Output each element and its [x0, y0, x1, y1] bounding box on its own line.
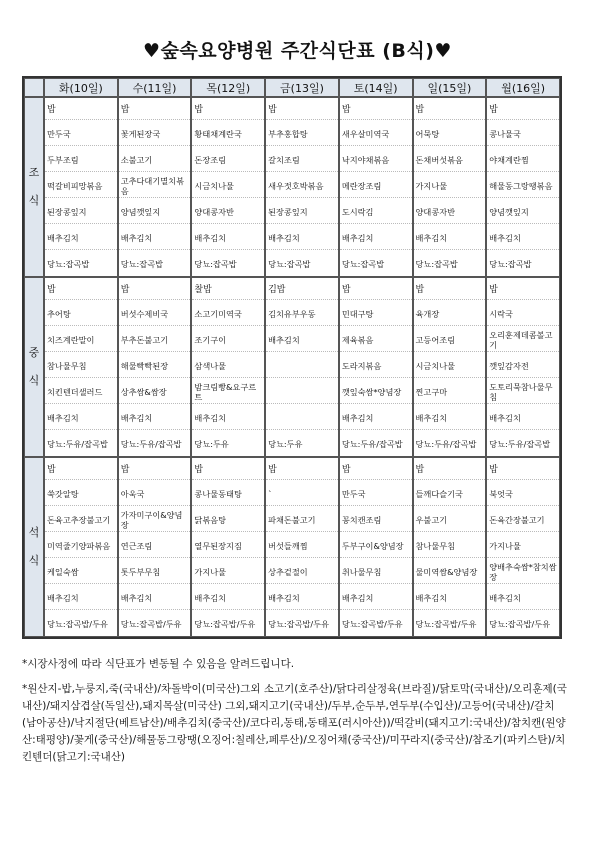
menu-item: 당뇨:잡곡밥/두유: [341, 619, 403, 629]
menu-item: 돈육간장불고기: [487, 506, 559, 532]
menu-item: 당뇨:잡곡밥: [120, 259, 164, 269]
menu-item: 취나물무침: [340, 558, 412, 584]
menu-item: 배추김치: [487, 404, 559, 430]
menu-item: 갈치조림: [266, 146, 338, 172]
day-header: 수(11일): [118, 78, 192, 97]
menu-item: 양념깻잎지: [487, 198, 559, 224]
menu-item: 배추김치: [45, 404, 117, 430]
day-menu-cell: [339, 97, 413, 277]
day-menu-cell: [118, 457, 192, 637]
menu-item: 상추쌈&쌈장: [119, 378, 191, 404]
day-menu-cell: [118, 97, 192, 277]
menu-item: 밥: [487, 458, 559, 480]
day-menu-cell: [191, 97, 265, 277]
menu-item: 꽁치캔조림: [340, 506, 412, 532]
day-menu-cell: [44, 277, 118, 457]
menu-item: 우불고기: [414, 506, 486, 532]
day-menu-cell: [339, 457, 413, 637]
menu-item: 양념깻잎지: [119, 198, 191, 224]
menu-item: 된장콩잎지: [45, 198, 117, 224]
menu-body: [24, 97, 560, 637]
menu-item: 상추겉절이: [266, 558, 338, 584]
menu-item: 시락국: [487, 300, 559, 326]
menu-item: 돈장조림: [192, 146, 264, 172]
menu-item: 황태채계란국: [192, 120, 264, 146]
day-menu-cell: [265, 277, 339, 457]
menu-item: 고추다대기멸치볶음: [119, 172, 191, 198]
meal-label-char: 석: [28, 526, 40, 539]
menu-item: 해물빡빡된장: [119, 352, 191, 378]
menu-item: 깻잎감자전: [487, 352, 559, 378]
day-header: 일(15일): [413, 78, 487, 97]
menu-item: 콩나물동태탕: [192, 480, 264, 506]
menu-item: 오리훈제데콤볼고기: [487, 326, 559, 352]
menu-item: 밥: [119, 278, 191, 300]
day-menu-cell: [339, 277, 413, 457]
notes-section: [22, 656, 567, 774]
menu-item: 물미역쌈&양념장: [414, 558, 486, 584]
menu-item: `: [266, 480, 338, 506]
menu-item: 밥: [340, 98, 412, 120]
menu-item: 열무된장지짐: [192, 532, 264, 558]
meal-label: [24, 277, 44, 457]
menu-item: 도라지볶음: [340, 352, 412, 378]
menu-item: 만두국: [45, 120, 117, 146]
menu-item: 새우살미역국: [340, 120, 412, 146]
menu-item: 당뇨:잡곡밥/두유: [47, 619, 108, 629]
menu-item: 어묵탕: [414, 120, 486, 146]
menu-item: [266, 378, 338, 404]
menu-item: 미역줄기양파볶음: [45, 532, 117, 558]
menu-item: 시금치나물: [414, 352, 486, 378]
menu-item: 배추김치: [414, 224, 486, 250]
menu-item: 당뇨:두유: [194, 439, 229, 449]
menu-item: 당뇨:잡곡밥: [194, 259, 237, 269]
menu-item: 육개장: [414, 300, 486, 326]
day-header: 목(12일): [191, 78, 265, 97]
menu-item: 부추돈불고기: [119, 326, 191, 352]
menu-item: 버섯수제비국: [119, 300, 191, 326]
menu-item: 북엇국: [487, 480, 559, 506]
menu-item: 소불고기: [119, 146, 191, 172]
day-menu-cell: [191, 457, 265, 637]
meal-row: [24, 97, 560, 277]
menu-item: 조기구이: [192, 326, 264, 352]
menu-item: 밥: [487, 98, 559, 120]
menu-item: 치킨텐더샐러드: [45, 378, 117, 404]
menu-item: 꽃게된장국: [119, 120, 191, 146]
menu-item: 당뇨:두유/잡곡밥: [415, 439, 477, 449]
menu-item: 밥: [414, 458, 486, 480]
menu-item: 가자미구이&양념장: [119, 506, 191, 532]
menu-item: 배추김치: [119, 224, 191, 250]
menu-item: 당뇨:두유/잡곡밥: [489, 439, 551, 449]
menu-item: 배추김치: [340, 584, 412, 610]
menu-item: 메란장조림: [340, 172, 412, 198]
menu-item: 참나물무침: [414, 532, 486, 558]
meal-row: [24, 277, 560, 457]
menu-item: 김밥: [266, 278, 338, 300]
day-menu-cell: [265, 97, 339, 277]
menu-item: 배추김치: [266, 326, 338, 352]
day-menu-cell: [191, 277, 265, 457]
menu-item: 당뇨:두유: [268, 439, 303, 449]
menu-item: 당뇨:두유/잡곡밥: [120, 439, 182, 449]
menu-item: 소고기미역국: [192, 300, 264, 326]
menu-item: 밥: [340, 278, 412, 300]
menu-item: 밥: [414, 278, 486, 300]
menu-item: 밥: [45, 98, 117, 120]
menu-item: 도시락김: [340, 198, 412, 224]
day-menu-cell: [265, 457, 339, 637]
menu-item: 양대콩자반: [192, 198, 264, 224]
menu-item: 민대구탕: [340, 300, 412, 326]
menu-item: 야채계란찜: [487, 146, 559, 172]
menu-item: 밤크림빵&요구르트: [192, 378, 264, 404]
menu-item: 김치유부우동: [266, 300, 338, 326]
menu-item: 깻잎숙쌈*양념장: [340, 378, 412, 404]
menu-item: 배추김치: [119, 404, 191, 430]
menu-item: 당뇨:잡곡밥: [341, 259, 385, 269]
menu-item: 배추김치: [414, 584, 486, 610]
menu-item: [266, 352, 338, 378]
menu-item: 밥: [192, 98, 264, 120]
menu-item: 버섯들깨찜: [266, 532, 338, 558]
menu-item: 부추홍합탕: [266, 120, 338, 146]
menu-item: 당뇨:잡곡밥: [47, 259, 90, 269]
menu-item: 밥: [414, 98, 486, 120]
menu-item: 배추김치: [487, 584, 559, 610]
menu-item: 당뇨:잡곡밥/두유: [194, 619, 256, 629]
menu-item: 된장콩잎지: [266, 198, 338, 224]
menu-item: 당뇨:잡곡밥/두유: [489, 619, 551, 629]
menu-item: 당뇨:두유/잡곡밥: [341, 439, 403, 449]
day-menu-cell: [118, 277, 192, 457]
menu-item: 밥: [119, 458, 191, 480]
header-corner: [24, 78, 44, 97]
menu-item: 당뇨:잡곡밥/두유: [120, 619, 182, 629]
menu-item: 양대콩자반: [414, 198, 486, 224]
menu-item: 두부구이&양념장: [340, 532, 412, 558]
weekly-menu-table: [22, 76, 562, 639]
menu-item: 당뇨:잡곡밥: [489, 259, 532, 269]
day-menu-cell: [44, 457, 118, 637]
meal-label: [24, 97, 44, 277]
menu-item: 가지나물: [487, 532, 559, 558]
meal-label-char: 조: [28, 166, 40, 179]
menu-item: 낙지야채볶음: [340, 146, 412, 172]
notice-text: *시장사정에 따라 식단표가 변동될 수 있음을 알려드립니다.: [22, 658, 295, 670]
day-header-row: [24, 78, 560, 97]
menu-item: 참나물무침: [45, 352, 117, 378]
meal-label-char: 중: [28, 346, 40, 359]
menu-item: 연근조림: [119, 532, 191, 558]
menu-item: 고등어조림: [414, 326, 486, 352]
menu-item: 당뇨:잡곡밥/두유: [415, 619, 477, 629]
menu-item: 배추김치: [119, 584, 191, 610]
menu-item: 배추김치: [45, 584, 117, 610]
menu-item: 배추김치: [45, 224, 117, 250]
menu-item: 배추김치: [340, 404, 412, 430]
menu-item: 추어탕: [45, 300, 117, 326]
menu-item: 밥: [119, 98, 191, 120]
menu-item: 배추김치: [192, 404, 264, 430]
menu-item: 제육볶음: [340, 326, 412, 352]
menu-item: 밥: [45, 458, 117, 480]
meal-label-char: 식: [28, 554, 40, 567]
origin-text: *원산지-밥,누룽지,죽(국내산)/차돌박이(미국산)그외 소고기(호주산)/닭다리살정육(브라질)/닭토막(국내산)/오리훈제(국내산)/돼지삼겹살(독일산),돼지목살(미국산) 그외,돼지고기(국내산)/두부,순두부,연두부(수입산)/고등어(국내산)/갈치(남아공산)/낙지절단(베트남산)/배추김치(중국산)/코다리,동태,동태포(러시아산))/떡갈비(돼지고기:국내산)/참치캔(원양산:태평양)/꽃게(중국산)/해물동그랑땡(오징어:칠레산,페루산)/오징어채(중국산)/미꾸라지(중국산)/참조기(파키스탄)/치킨텐더(닭고기:국내산): [22, 683, 567, 763]
day-menu-cell: [413, 457, 487, 637]
menu-item: 밥: [45, 278, 117, 300]
menu-item: 밥: [487, 278, 559, 300]
meal-label-char: 식: [28, 194, 40, 207]
day-header: 화(10일): [44, 78, 118, 97]
day-header: 월(16일): [486, 78, 560, 97]
menu-item: 밥: [266, 458, 338, 480]
menu-item: 당뇨:잡곡밥: [415, 259, 458, 269]
day-header: 금(13일): [265, 78, 339, 97]
menu-item: 양배추숙쌈*참치쌈장: [487, 558, 559, 584]
day-menu-cell: [486, 457, 560, 637]
menu-item: 배추김치: [266, 224, 338, 250]
menu-item: 돈채버섯볶음: [414, 146, 486, 172]
menu-item: 닭볶음탕: [192, 506, 264, 532]
menu-item: 들깨다슬기국: [414, 480, 486, 506]
menu-item: 두부조림: [45, 146, 117, 172]
menu-item: 도토리묵참나물무침: [487, 378, 559, 404]
menu-item: 배추김치: [192, 584, 264, 610]
menu-item: 톳두부무침: [119, 558, 191, 584]
menu-item: 파채돈불고기: [266, 506, 338, 532]
menu-item: 배추김치: [487, 224, 559, 250]
menu-item: 배추김치: [340, 224, 412, 250]
menu-item: 밥: [192, 458, 264, 480]
menu-item: 당뇨:두유/잡곡밥: [47, 439, 108, 449]
day-menu-cell: [486, 97, 560, 277]
menu-item: 가지나물: [192, 558, 264, 584]
menu-item: 아욱국: [119, 480, 191, 506]
menu-item: 삼색나물: [192, 352, 264, 378]
menu-item: 당뇨:잡곡밥: [268, 259, 311, 269]
menu-item: 가지나물: [414, 172, 486, 198]
menu-item: 밥: [266, 98, 338, 120]
day-menu-cell: [413, 97, 487, 277]
menu-item: 배추김치: [414, 404, 486, 430]
menu-item: 해물동그랑땡볶음: [487, 172, 559, 198]
menu-item: 만두국: [340, 480, 412, 506]
meal-label: [24, 457, 44, 637]
menu-item: 치즈계란말이: [45, 326, 117, 352]
menu-item: 찰밥: [192, 278, 264, 300]
menu-item: 돈육고추장불고기: [45, 506, 117, 532]
menu-item: 떡갈비피망볶음: [45, 172, 117, 198]
menu-item: 배추김치: [192, 224, 264, 250]
menu-item: 케일숙쌈: [45, 558, 117, 584]
menu-item: 시금치나물: [192, 172, 264, 198]
day-header: 토(14일): [339, 78, 413, 97]
menu-item: 콩나물국: [487, 120, 559, 146]
menu-item: 당뇨:잡곡밥/두유: [268, 619, 329, 629]
day-menu-cell: [44, 97, 118, 277]
menu-item: 찐고구마: [414, 378, 486, 404]
menu-item: 새우젓호박볶음: [266, 172, 338, 198]
meal-label-char: 식: [28, 374, 40, 387]
day-menu-cell: [413, 277, 487, 457]
menu-item: [266, 404, 338, 430]
meal-row: [24, 457, 560, 637]
menu-item: 배추김치: [266, 584, 338, 610]
day-menu-cell: [486, 277, 560, 457]
menu-item: 쑥갓알탕: [45, 480, 117, 506]
page-title: ♥숲속요양병원 주간식단표 (B식)♥: [143, 40, 452, 62]
menu-item: 밥: [340, 458, 412, 480]
